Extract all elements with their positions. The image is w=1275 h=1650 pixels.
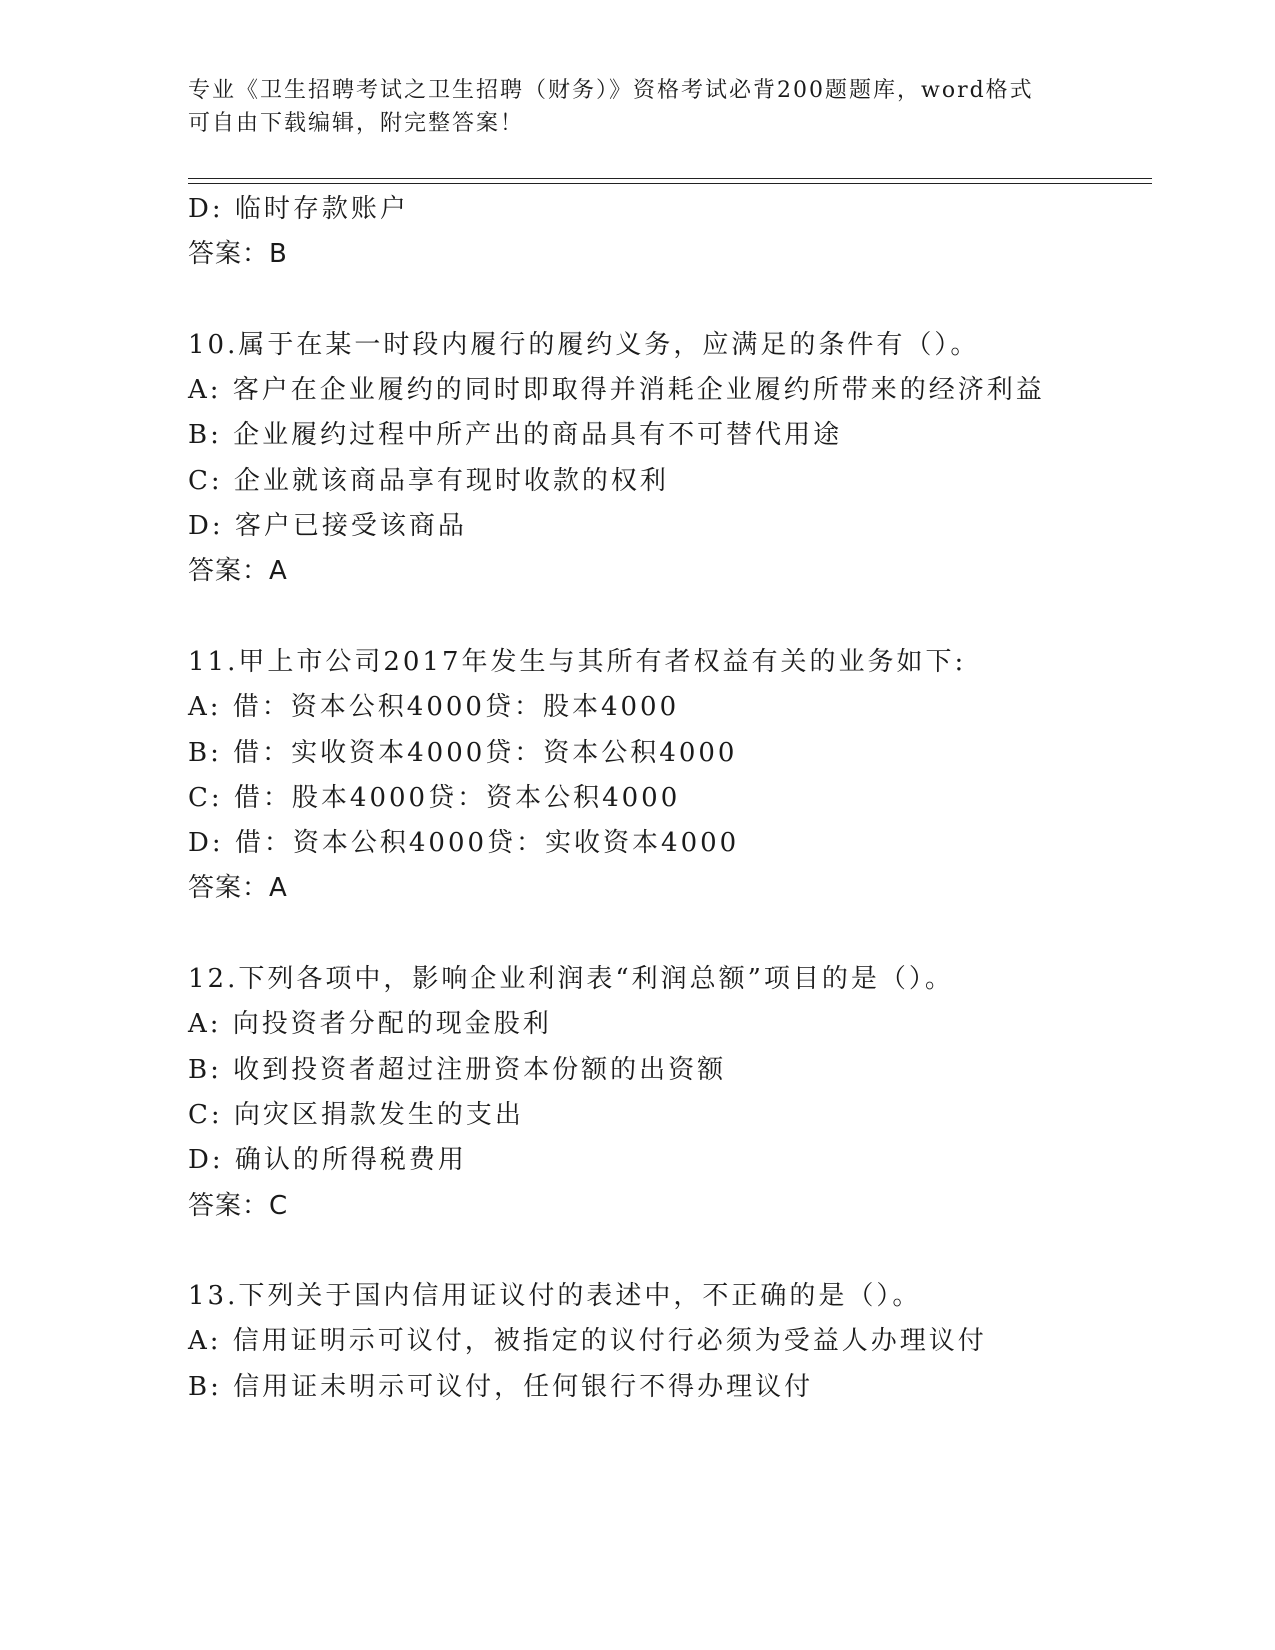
- option-a: A: 客户在企业履约的同时即取得并消耗企业履约所带来的经济利益: [188, 375, 1045, 406]
- option-c: C: 企业就该商品享有现时收款的权利: [188, 465, 669, 496]
- option-d: D: 临时存款账户: [188, 194, 409, 224]
- spacer: [188, 278, 1148, 323]
- header-title-line-1: 专业《卫生招聘考试之卫生招聘（财务）》资格考试必背200题题库，word格式: [188, 78, 1034, 103]
- spacer: [188, 595, 1148, 640]
- answer-line: 答案：A: [188, 873, 288, 904]
- question-stem: 10.属于在某一时段内履行的履约义务，应满足的条件有（）。: [188, 329, 980, 360]
- option-b: B: 收到投资者超过注册资本份额的出资额: [188, 1054, 727, 1085]
- answer-line: 答案：A: [188, 556, 288, 587]
- question-12: [188, 957, 1148, 1229]
- spacer: [188, 912, 1148, 957]
- option-a: A: 向投资者分配的现金股利: [188, 1009, 552, 1040]
- header-divider-bottom: [188, 183, 1152, 184]
- option-d: D: 确认的所得税费用: [188, 1145, 467, 1176]
- header-title-line-2: 可自由下载编辑，附完整答案！: [188, 111, 525, 136]
- option-b: B: 企业履约过程中所产出的商品具有不可替代用途: [188, 420, 843, 451]
- option-b: B: 信用证未明示可议付，任何银行不得办理议付: [188, 1371, 814, 1402]
- option-c: C: 借：股本4000贷：资本公积4000: [188, 782, 681, 813]
- option-d: D: 借：资本公积4000贷：实收资本4000: [188, 828, 740, 859]
- question-10: [188, 323, 1148, 595]
- question-9-tail: [188, 187, 1148, 278]
- answer-line: 答案：C: [188, 1190, 289, 1221]
- question-list: [188, 187, 1148, 1410]
- option-a: A: 信用证明示可议付，被指定的议付行必须为受益人办理议付: [188, 1326, 987, 1357]
- document-header: [188, 74, 1088, 140]
- question-13: [188, 1274, 1148, 1410]
- question-stem: 13.下列关于国内信用证议付的表述中，不正确的是（）。: [188, 1281, 922, 1312]
- answer-line: 答案：B: [188, 239, 288, 270]
- question-stem: 12.下列各项中，影响企业利润表“利润总额”项目的是（）。: [188, 964, 954, 995]
- header-divider-top: [188, 178, 1152, 179]
- option-d: D: 客户已接受该商品: [188, 511, 467, 542]
- spacer: [188, 1229, 1148, 1274]
- option-b: B: 借：实收资本4000贷：资本公积4000: [188, 737, 738, 768]
- option-a: A: 借：资本公积4000贷：股本4000: [188, 692, 680, 723]
- question-11: [188, 640, 1148, 912]
- question-stem: 11.甲上市公司2017年发生与其所有者权益有关的业务如下:: [188, 646, 967, 677]
- option-c: C: 向灾区捐款发生的支出: [188, 1099, 524, 1130]
